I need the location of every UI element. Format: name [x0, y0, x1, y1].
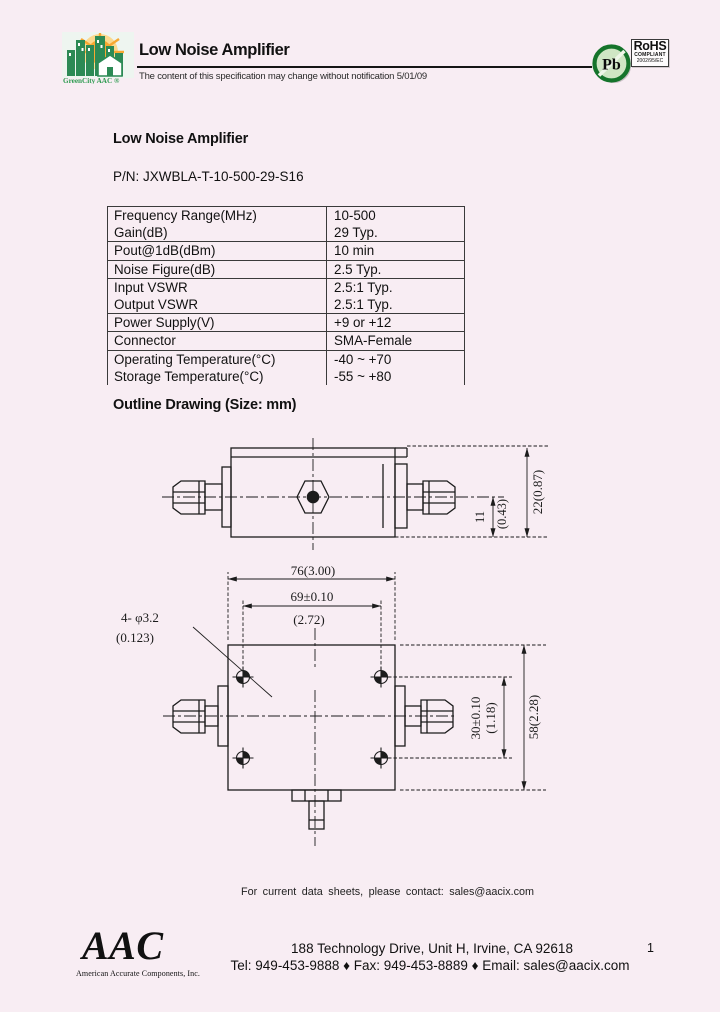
table-row — [108, 296, 464, 313]
spec-value: -55 ~ +80 — [334, 368, 392, 384]
mounting-hole — [233, 748, 254, 769]
page-number: 1 — [647, 941, 654, 955]
spec-value: +9 or +12 — [334, 315, 392, 331]
spec-label: Operating Temperature(°C) — [108, 351, 327, 368]
rohs-badge — [631, 39, 669, 67]
table-row — [108, 207, 464, 224]
spec-value: 2.5:1 Typ. — [334, 279, 393, 295]
sma-connector-right — [407, 481, 455, 514]
table-row — [108, 242, 464, 259]
sma-connector-left — [173, 467, 231, 527]
spec-label: Input VSWR — [108, 279, 327, 296]
spec-group — [108, 207, 464, 242]
logo-brand-text: GreenCity AAC ® — [63, 77, 120, 84]
spec-label: Connector — [108, 332, 327, 349]
dim-label-11: 11 — [473, 510, 487, 524]
table-row — [108, 224, 464, 241]
dim-label-69: 69±0.10 — [290, 589, 334, 604]
footer-contacts: Tel: 949-453-9888 ♦ Fax: 949-453-8889 ♦ Email: sales@aacix.com — [230, 958, 630, 973]
outline-drawing-heading: Outline Drawing (Size: mm) — [113, 397, 297, 413]
dim-label-holes-inch: (0.123) — [116, 630, 154, 645]
lead-free-pb-icon — [591, 42, 635, 86]
table-row — [108, 332, 464, 349]
pb-label: Pb — [602, 56, 621, 74]
table-row — [108, 279, 464, 296]
spec-group — [108, 314, 464, 332]
spec-group — [108, 279, 464, 314]
aac-logo-subtext: American Accurate Components, Inc. — [76, 969, 201, 978]
spec-label: Output VSWR — [108, 296, 327, 313]
section-title: Low Noise Amplifier — [113, 131, 249, 147]
dim-label-043: (0.43) — [495, 498, 509, 530]
spec-value: -40 ~ +70 — [334, 351, 392, 367]
table-row — [108, 261, 464, 278]
dim-label-30: 30±0.10 — [468, 696, 483, 740]
spec-group — [108, 261, 464, 279]
rohs-directive: 2002/95/EC — [636, 58, 664, 64]
spec-label: Storage Temperature(°C) — [108, 368, 327, 385]
spec-group — [108, 332, 464, 350]
spec-value: 10 min — [334, 243, 375, 259]
spec-value: 10-500 — [334, 208, 376, 223]
spec-group — [108, 351, 464, 385]
hole-leader-line — [193, 627, 272, 697]
dim-label-holes: 4- φ3.2 — [121, 610, 159, 625]
spec-value: 29 Typ. — [334, 225, 378, 241]
header-title: Low Noise Amplifier — [139, 41, 290, 59]
part-number: P/N: JXWBLA-T-10-500-29-S16 — [113, 169, 304, 184]
spec-value: 2.5 Typ. — [334, 261, 382, 277]
dim-label-76: 76(3.00) — [290, 563, 336, 578]
spec-value: 2.5:1 Typ. — [334, 296, 393, 312]
spec-label: Power Supply(V) — [108, 314, 327, 331]
header-rule — [137, 66, 592, 68]
contact-note: For current data sheets, please contact: sales@aacix.com — [240, 886, 534, 898]
spec-table — [107, 206, 465, 385]
dim-label-22: 22(0.87) — [530, 469, 545, 515]
dim-label-58: 58(2.28) — [526, 694, 541, 740]
spec-value: SMA-Female — [334, 333, 413, 349]
spec-label: Gain(dB) — [108, 224, 327, 241]
dim-label-272: (2.72) — [293, 612, 325, 627]
dim-label-118: (1.18) — [483, 702, 498, 734]
spec-group — [108, 242, 464, 260]
table-row — [108, 368, 464, 385]
table-row — [108, 351, 464, 368]
spec-label: Frequency Range(MHz) — [108, 207, 327, 224]
dc-feedthrough-pin — [292, 790, 341, 829]
aac-logo: AAC — [82, 923, 164, 968]
footer-address: 188 Technology Drive, Unit H, Irvine, CA 92618 — [291, 941, 573, 956]
spec-label: Noise Figure(dB) — [108, 261, 327, 278]
amplifier-body-top — [228, 645, 395, 790]
greencity-logo — [62, 32, 134, 84]
outline-drawing-side-view — [155, 428, 555, 556]
rohs-compliant-label: COMPLIANT — [634, 52, 666, 58]
outline-drawing-top-view — [105, 558, 557, 850]
header-disclaimer: The content of this specification may change without notification 5/01/09 — [139, 71, 427, 82]
rohs-title: RoHS — [633, 39, 667, 53]
table-row — [108, 314, 464, 331]
spec-label: Pout@1dB(dBm) — [108, 242, 327, 259]
